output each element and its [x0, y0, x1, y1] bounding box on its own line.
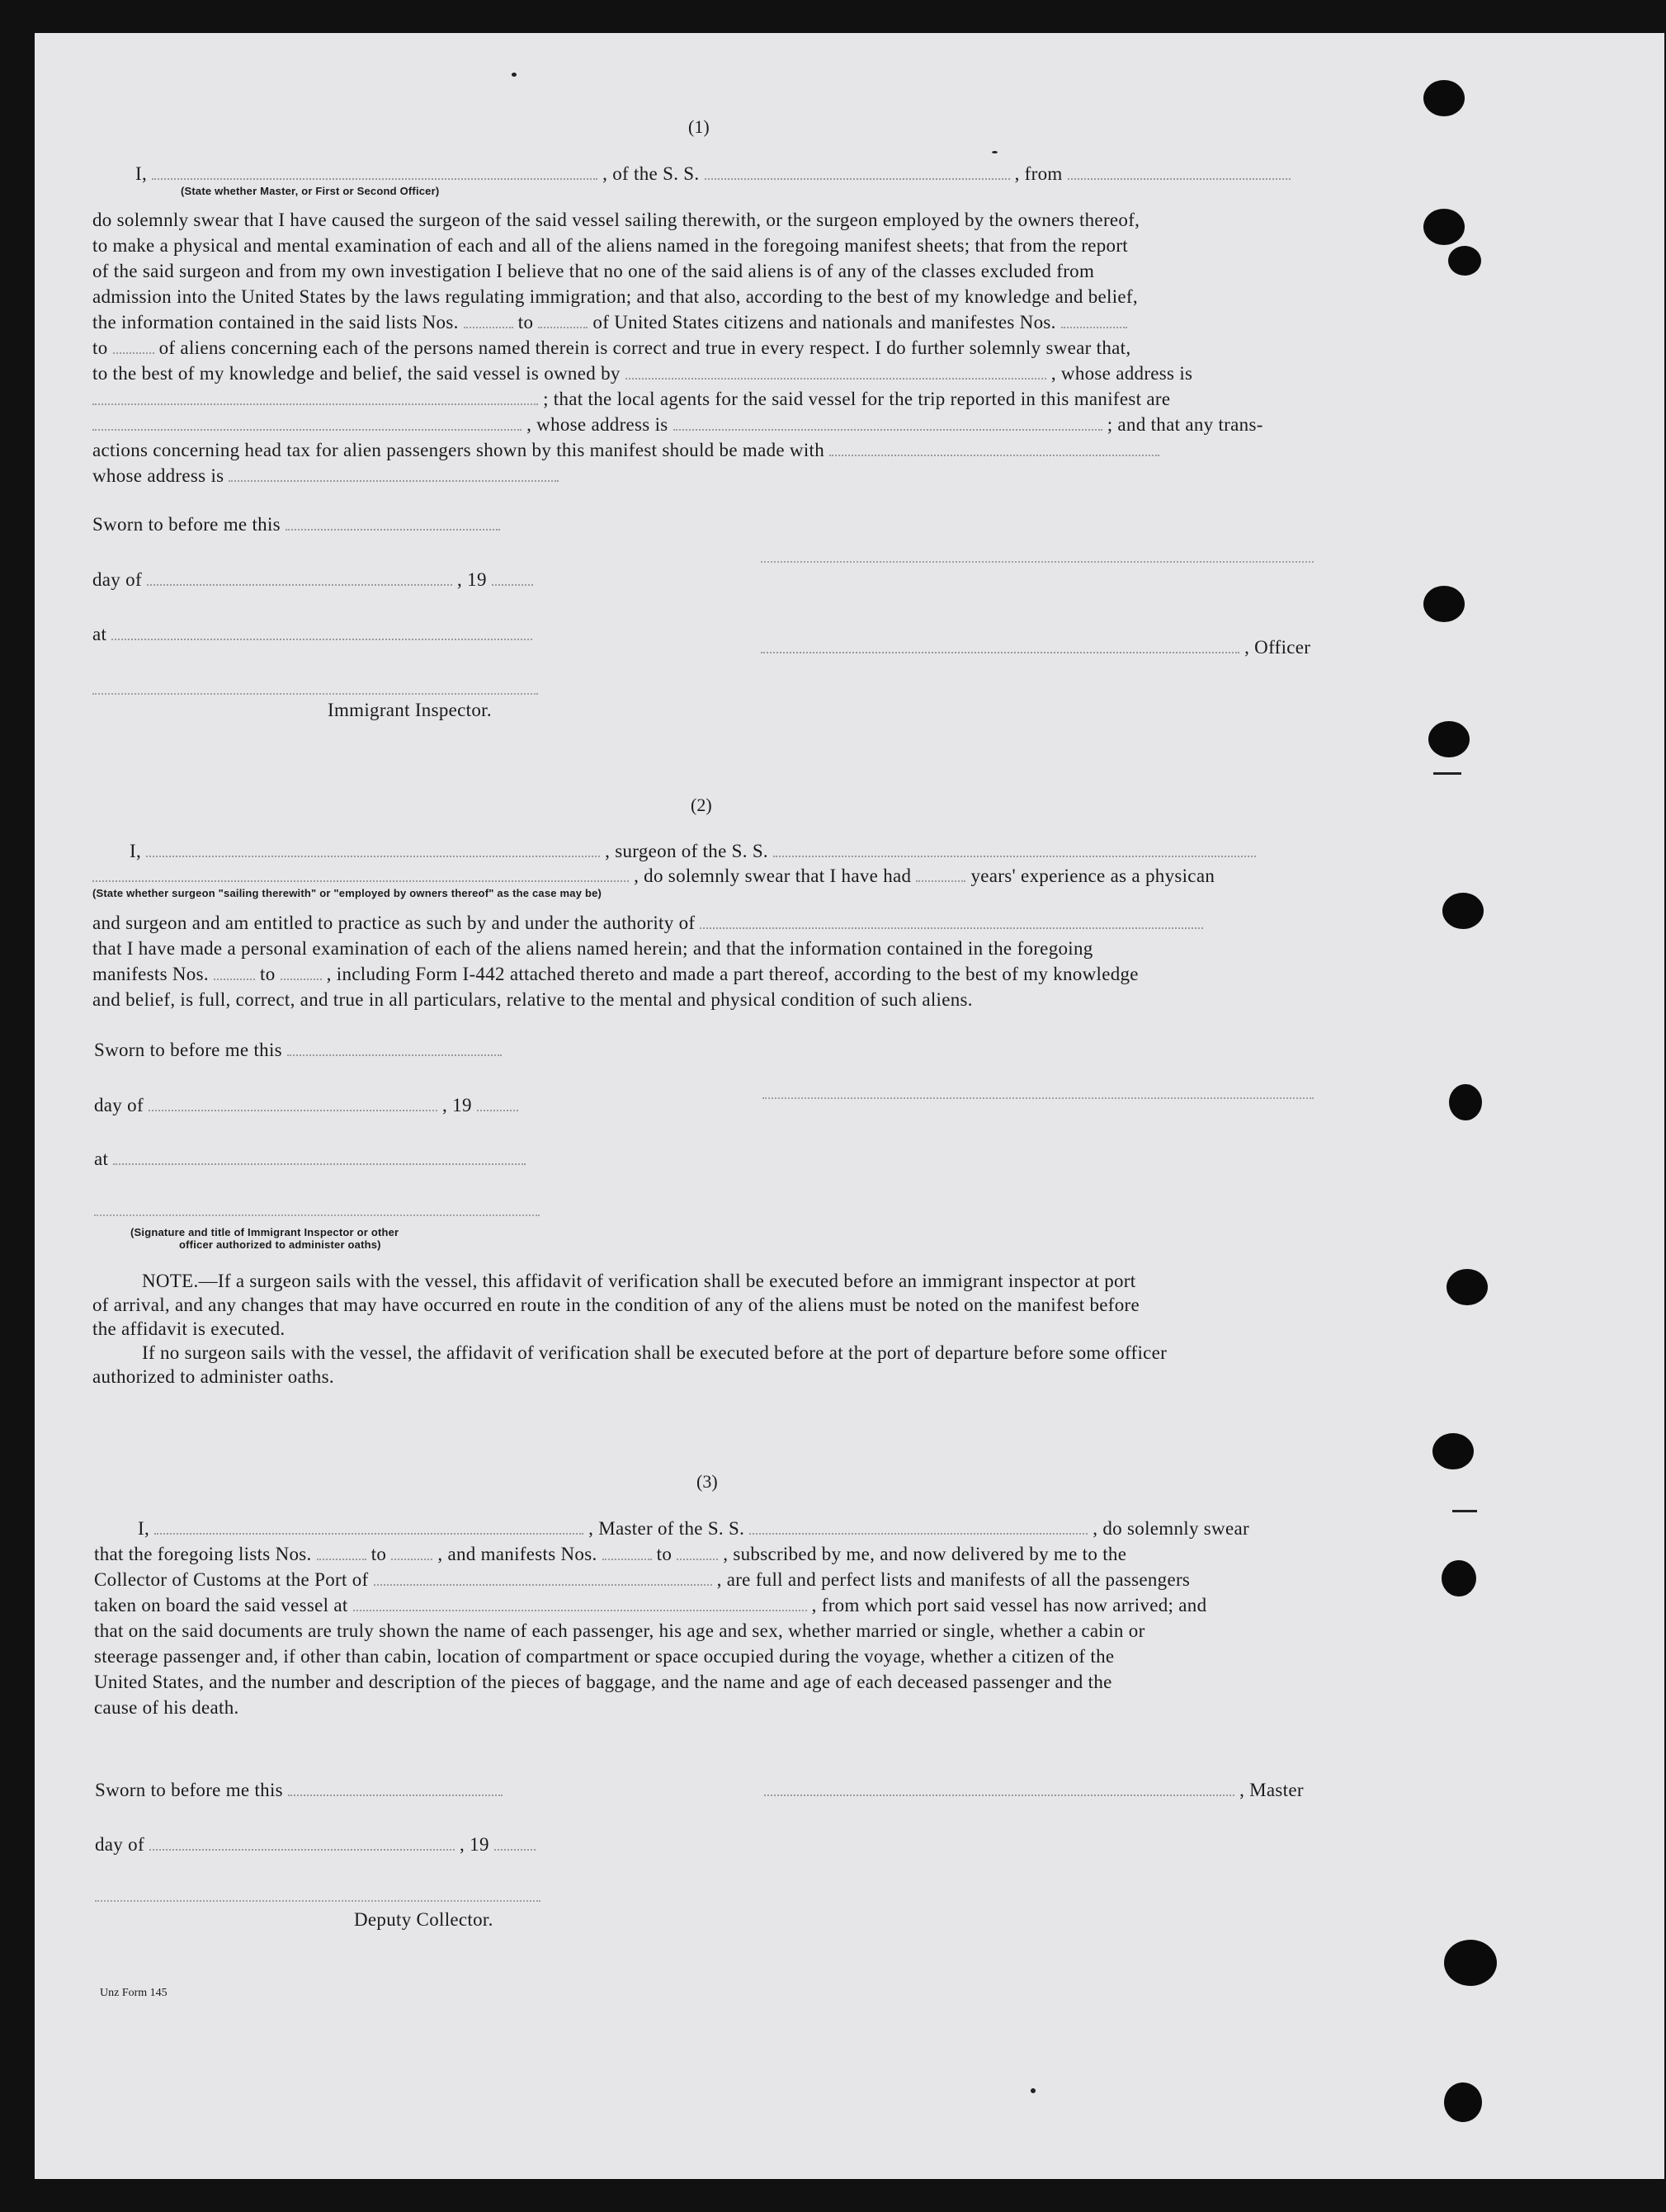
blank-field[interactable] — [464, 312, 513, 328]
text-line: do solemnly swear that I have caused the surgeon of the said vessel sailing therewith, or the surgeon employed by the owners thereof, — [92, 210, 1140, 230]
text: , Master — [1239, 1780, 1304, 1800]
text: , including Form I-442 attached thereto and made a part thereof, according to the best of my knowledge — [326, 964, 1139, 984]
text-line: to make a physical and mental examination of each and all of the aliens named in the foregoing manifest sheets; that from the report — [92, 235, 1128, 256]
text-line — [92, 412, 1355, 437]
blank-field[interactable] — [764, 1780, 1234, 1796]
text: of United States citizens and nationals and manifestes Nos. — [592, 312, 1056, 333]
text: and surgeon and am entitled to practice as such by and under the authority of — [92, 913, 696, 933]
text-line — [94, 1592, 1357, 1618]
blank-field[interactable] — [916, 865, 965, 882]
text: , subscribed by me, and now delivered by me to the — [723, 1544, 1127, 1564]
punch-hole — [1428, 721, 1470, 757]
text-line — [92, 386, 1355, 412]
text: to — [370, 1544, 387, 1564]
blank-field[interactable] — [288, 1780, 503, 1796]
text-line — [94, 1567, 1357, 1592]
text: , 19 — [442, 1095, 472, 1115]
text: , of the S. S. — [602, 163, 700, 184]
text: , from which port said vessel has now arrived; and — [811, 1595, 1207, 1615]
blank-field[interactable] — [477, 1095, 518, 1111]
text: , are full and perfect lists and manifests of all the passengers — [716, 1569, 1191, 1590]
blank-field[interactable] — [492, 569, 533, 586]
scan-mark — [1433, 772, 1461, 775]
blank-field[interactable] — [229, 465, 559, 482]
inspector-signature-line[interactable] — [94, 1214, 540, 1216]
blank-field[interactable] — [146, 841, 600, 857]
section-number: (2) — [691, 795, 712, 815]
blank-field[interactable] — [154, 1518, 583, 1535]
text-line: the affidavit is executed. — [92, 1318, 286, 1339]
text: at — [94, 1148, 109, 1169]
deputy-signature-line[interactable] — [95, 1900, 540, 1902]
document-page — [35, 33, 1664, 2179]
note-block — [92, 1269, 1355, 1389]
text: Sworn to before me this — [92, 514, 281, 535]
text: , and manifests Nos. — [437, 1544, 597, 1564]
blank-field[interactable] — [677, 1544, 718, 1560]
field-instruction: (State whether Master, or First or Second Officer) — [181, 185, 440, 197]
text: that the foregoing lists Nos. — [94, 1544, 312, 1564]
blank-field[interactable] — [1061, 312, 1127, 328]
text: to — [517, 312, 534, 333]
text: Sworn to before me this — [95, 1780, 283, 1800]
text-line: steerage passenger and, if other than cabin, location of compartment or space occupied during the voyage, whether a citizen of the — [94, 1646, 1115, 1667]
text: Sworn to before me this — [94, 1040, 282, 1060]
text-line: and belief, is full, correct, and true in all particulars, relative to the mental and physical condition of such aliens. — [92, 989, 973, 1010]
text-line — [92, 309, 1355, 335]
section1-oath-line — [135, 163, 1291, 185]
punch-hole — [1447, 1269, 1488, 1305]
officer-line — [761, 637, 1310, 658]
text: actions concerning head tax for alien passengers shown by this manifest should be made with — [92, 440, 825, 460]
signature-caption: (Signature and title of Immigrant Inspector or other — [130, 1226, 399, 1238]
text: , do solemnly swear — [1093, 1518, 1249, 1539]
blank-field[interactable] — [92, 389, 538, 405]
blank-field[interactable] — [1068, 163, 1291, 180]
text-line: of the said surgeon and from my own investigation I believe that no one of the said aliens is of any of the classes excluded from — [92, 261, 1095, 281]
section1-body — [92, 207, 1355, 488]
text: , whose address is — [1050, 363, 1193, 384]
text: whose address is — [92, 465, 224, 486]
blank-field[interactable] — [374, 1569, 712, 1586]
text: manifests Nos. — [92, 964, 209, 984]
text-line: cause of his death. — [94, 1697, 239, 1718]
blank-field[interactable] — [214, 964, 255, 980]
blank-field[interactable] — [353, 1595, 807, 1611]
text: to — [260, 964, 276, 984]
at-line — [94, 1148, 526, 1170]
text: ; that the local agents for the said vessel for the trip reported in this manifest are — [543, 389, 1171, 409]
day-of-line — [94, 1095, 518, 1116]
inspector-signature-line[interactable] — [92, 693, 538, 695]
text: of aliens concerning each of the persons named therein is correct and true in every respect. I do further solemnly swear that, — [158, 337, 1131, 358]
deputy-caption: Deputy Collector. — [354, 1909, 493, 1930]
text-line — [94, 1541, 1357, 1567]
text: , Master of the S. S. — [588, 1518, 745, 1539]
master-line — [764, 1780, 1304, 1801]
blank-field[interactable] — [147, 569, 452, 586]
blank-field[interactable] — [749, 1518, 1088, 1535]
text: , 19 — [457, 569, 487, 590]
text: I, — [138, 1518, 150, 1539]
blank-field[interactable] — [391, 1544, 432, 1560]
text-line: United States, and the number and description of the pieces of baggage, and the name and age of each deceased passenger and the — [94, 1672, 1112, 1692]
sworn-line — [92, 514, 500, 535]
text: years' experience as a physican — [970, 865, 1215, 886]
punch-hole — [1448, 246, 1481, 276]
inspector-caption: Immigrant Inspector. — [328, 700, 492, 720]
text: day of — [95, 1834, 144, 1855]
text: to the best of my knowledge and belief, the said vessel is owned by — [92, 363, 621, 384]
text-line — [92, 961, 1355, 987]
section2-oath-line — [130, 841, 1256, 862]
text: to — [656, 1544, 673, 1564]
sworn-line — [95, 1780, 503, 1801]
text: Collector of Customs at the Port of — [94, 1569, 369, 1590]
text: taken on board the said vessel at — [94, 1595, 348, 1615]
sworn-line — [94, 1040, 502, 1061]
blank-field[interactable] — [113, 1148, 526, 1165]
signature-line[interactable] — [762, 1097, 1314, 1099]
blank-field[interactable] — [111, 624, 532, 640]
text: I, — [130, 841, 142, 861]
blank-field[interactable] — [673, 414, 1102, 431]
blank-field[interactable] — [829, 440, 1159, 456]
blank-field[interactable] — [286, 514, 500, 531]
text: the information contained in the said lists Nos. — [92, 312, 459, 333]
text: , 19 — [460, 1834, 489, 1855]
punch-hole — [1444, 2082, 1482, 2122]
text: , Officer — [1244, 637, 1311, 658]
text-line: admission into the United States by the laws regulating immigration; and that also, according to the best of my knowledge and belief, — [92, 286, 1138, 307]
blank-field[interactable] — [92, 414, 522, 431]
signature-caption: officer authorized to administer oaths) — [179, 1238, 381, 1251]
scan-speck — [992, 151, 998, 153]
day-of-line — [95, 1834, 536, 1856]
text: day of — [92, 569, 142, 590]
text-line: If no surgeon sails with the vessel, the affidavit of verification shall be executed before at the port of departure before some officer — [142, 1342, 1168, 1363]
day-of-line — [92, 569, 533, 591]
text-line — [92, 361, 1355, 386]
text-line — [92, 335, 1355, 361]
blank-field[interactable] — [113, 337, 154, 354]
blank-field[interactable] — [149, 1095, 437, 1111]
signature-line[interactable] — [761, 561, 1314, 563]
section-number: (1) — [688, 116, 710, 137]
punch-hole — [1442, 1560, 1476, 1597]
field-instruction: (State whether surgeon "sailing therewith" or "employed by owners thereof" as the case may be) — [92, 887, 602, 899]
punch-hole — [1423, 209, 1465, 245]
blank-field[interactable] — [92, 865, 629, 882]
text: , do solemnly swear that I have had — [634, 865, 912, 886]
text-line — [92, 910, 1355, 936]
blank-field[interactable] — [494, 1834, 536, 1851]
section3-oath-line — [138, 1518, 1249, 1540]
blank-field[interactable] — [700, 913, 1203, 929]
blank-field[interactable] — [149, 1834, 455, 1851]
text: to — [92, 337, 108, 358]
text-line: that I have made a personal examination of each of the aliens named herein; and that the information contained in the foregoing — [92, 938, 1093, 959]
text: , whose address is — [526, 414, 668, 435]
punch-hole — [1442, 893, 1484, 929]
text-line: authorized to administer oaths. — [92, 1366, 334, 1387]
punch-hole — [1432, 1433, 1474, 1469]
text: at — [92, 624, 107, 644]
text-line — [92, 437, 1355, 463]
text: , surgeon of the S. S. — [605, 841, 768, 861]
section-number: (3) — [696, 1471, 718, 1492]
blank-field[interactable] — [761, 637, 1239, 653]
form-id: Unz Form 145 — [100, 1987, 168, 1999]
text-line: NOTE.—If a surgeon sails with the vessel, this affidavit of verification shall be executed before an immigrant inspector at port — [142, 1271, 1136, 1291]
punch-hole — [1449, 1084, 1482, 1120]
at-line — [92, 624, 532, 645]
text: day of — [94, 1095, 144, 1115]
punch-hole — [1423, 586, 1465, 622]
text: ; and that any trans- — [1107, 414, 1263, 435]
blank-field[interactable] — [538, 312, 588, 328]
scan-mark — [1452, 1510, 1477, 1512]
text: , from — [1014, 163, 1063, 184]
section2-body — [92, 910, 1355, 1012]
scan-speck — [512, 73, 517, 77]
blank-field[interactable] — [602, 1544, 652, 1560]
blank-field[interactable] — [773, 841, 1256, 857]
text-line — [92, 463, 1355, 488]
text: I, — [135, 163, 148, 184]
blank-field[interactable] — [705, 163, 1010, 180]
blank-field[interactable] — [152, 163, 597, 180]
blank-field[interactable] — [287, 1040, 502, 1056]
text-line: of arrival, and any changes that may have occurred en route in the condition of any of the aliens must be noted on the manifest before — [92, 1295, 1140, 1315]
blank-field[interactable] — [317, 1544, 366, 1560]
section2-swear-line — [92, 865, 1215, 887]
punch-hole — [1423, 80, 1465, 116]
section3-body — [94, 1541, 1357, 1720]
text-line: that on the said documents are truly shown the name of each passenger, his age and sex, whether married or single, whether a cabin or — [94, 1620, 1145, 1641]
blank-field[interactable] — [281, 964, 322, 980]
blank-field[interactable] — [625, 363, 1046, 380]
scan-speck — [1031, 2088, 1036, 2093]
punch-hole — [1444, 1940, 1497, 1986]
